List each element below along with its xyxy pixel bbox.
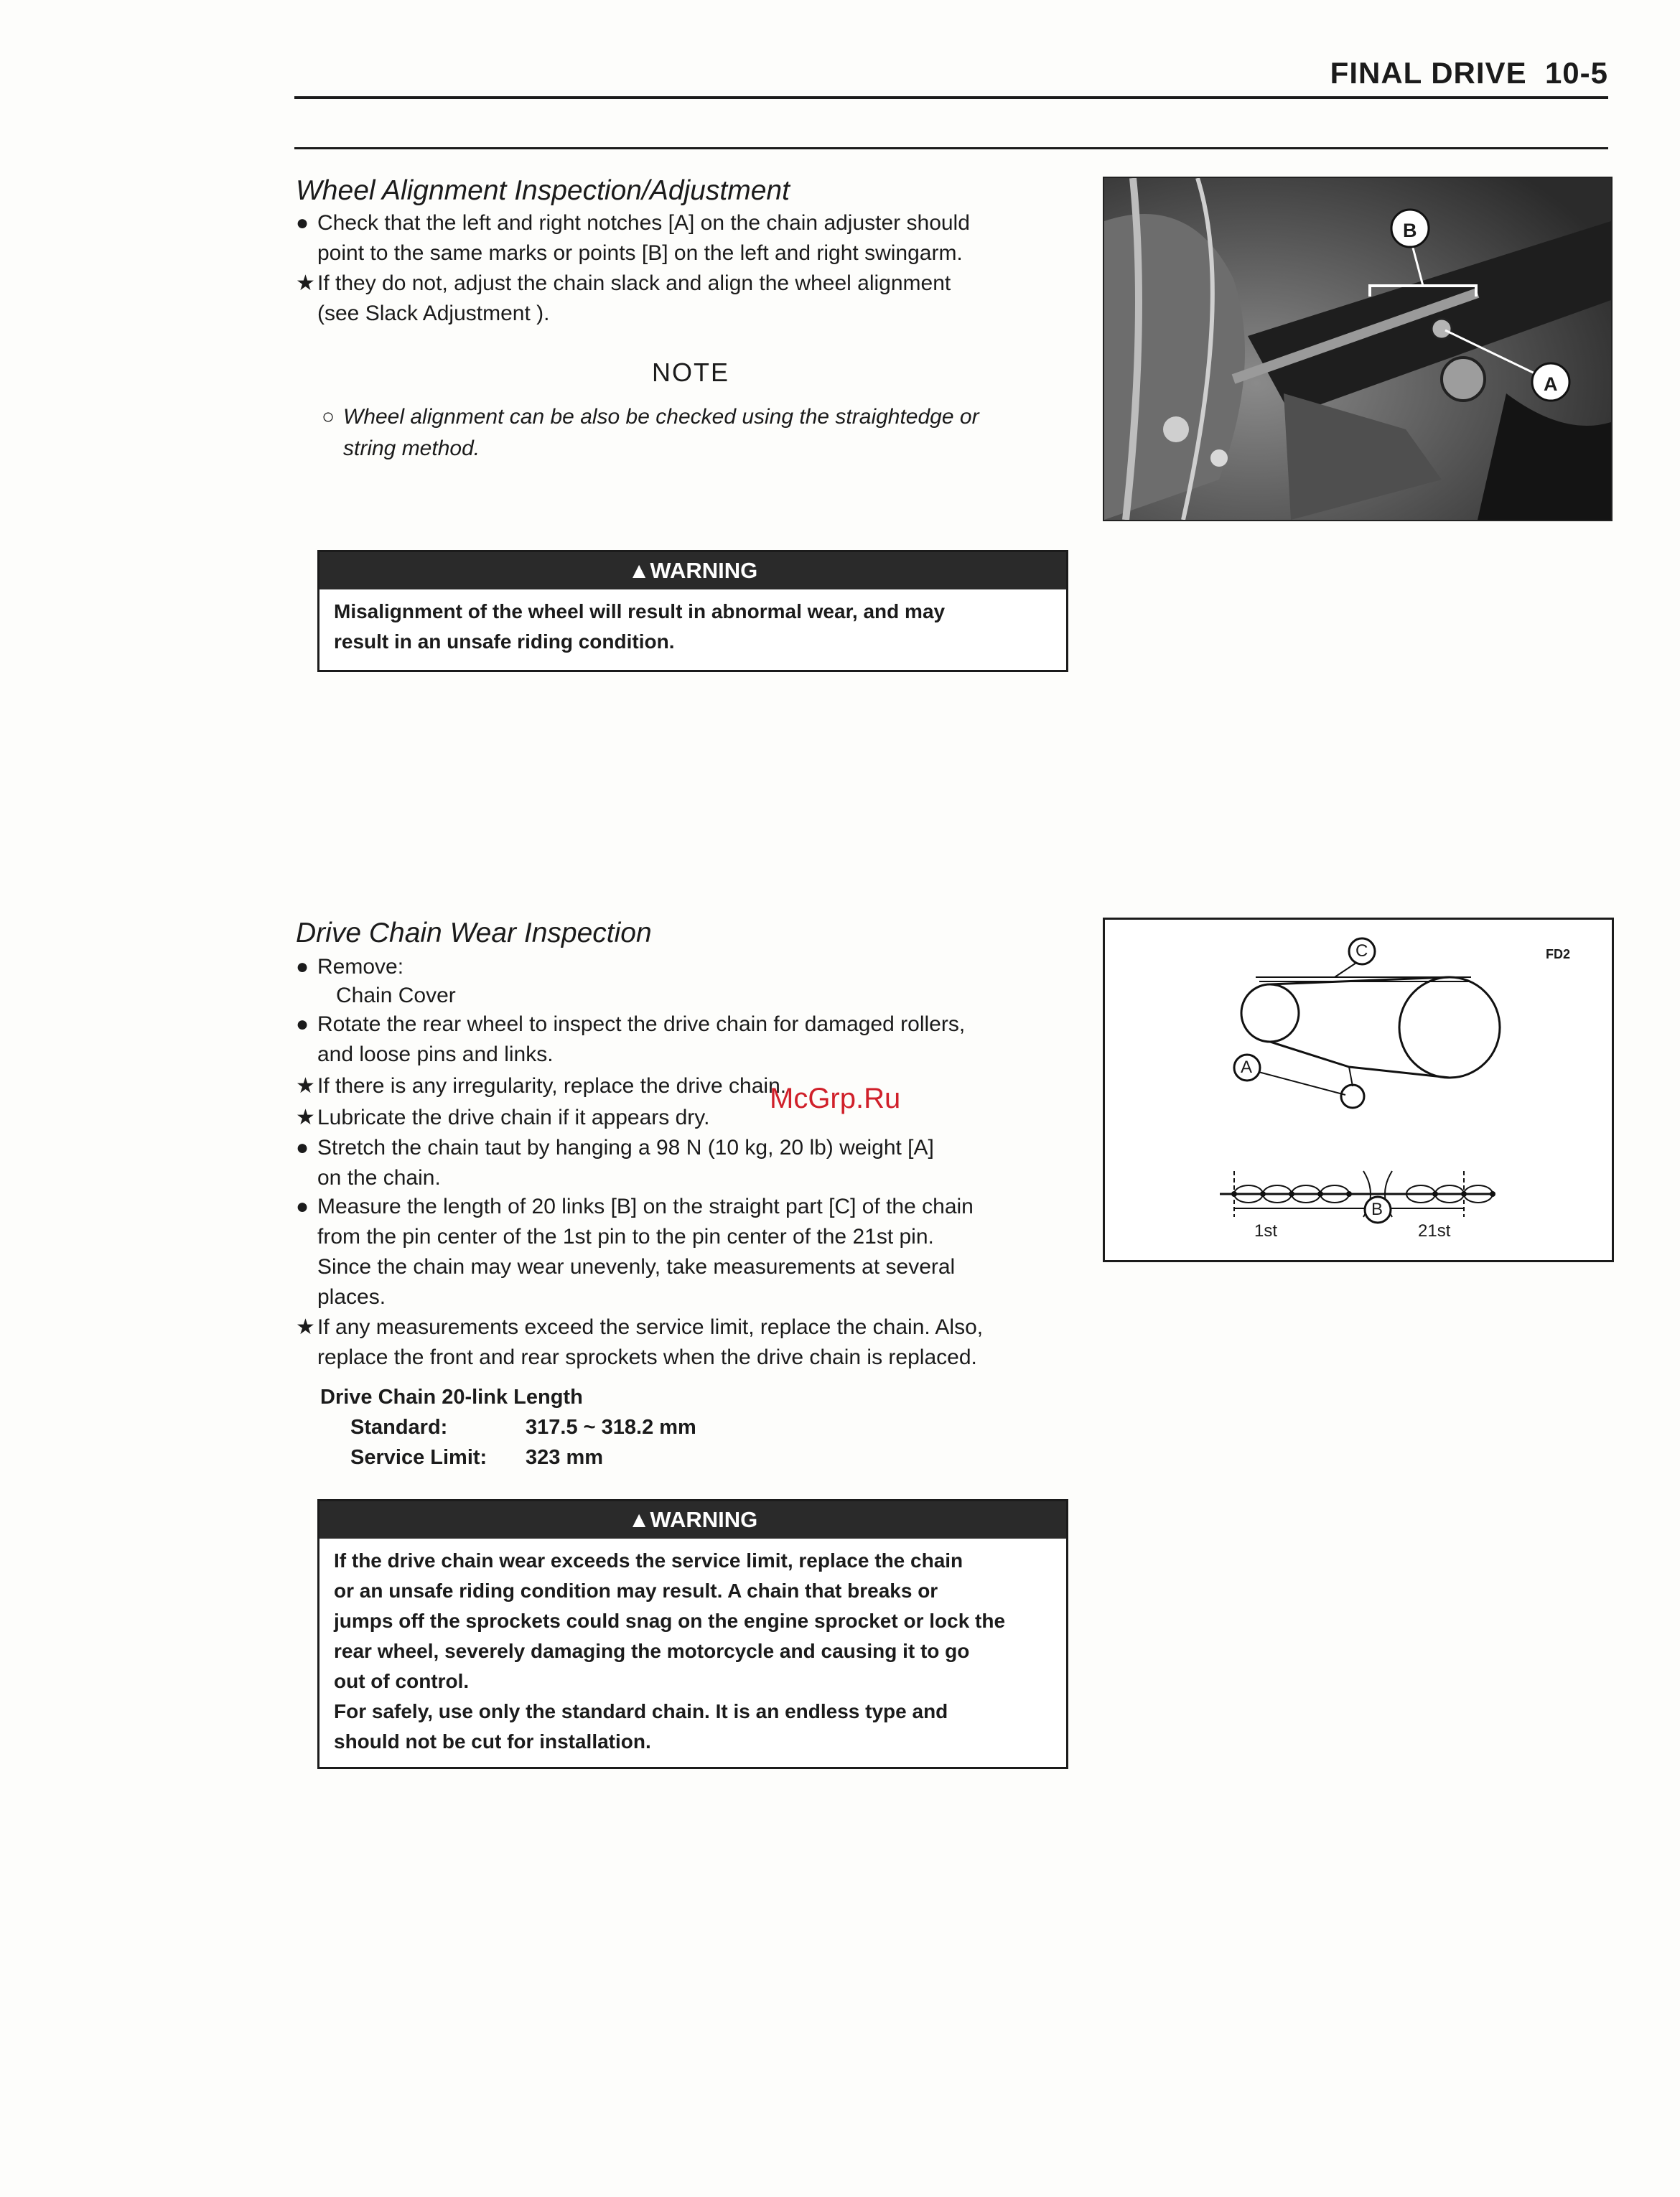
body-line: places. <box>317 1285 386 1309</box>
spec-value-standard: 317.5 ~ 318.2 mm <box>526 1416 696 1439</box>
warning-heading: ▲WARNING <box>319 552 1066 589</box>
page-header <box>1330 56 1608 90</box>
bullet: ● <box>296 955 309 979</box>
chain-wear-diagram <box>1103 918 1614 1262</box>
body-line: Since the chain may wear unevenly, take measurements at several <box>317 1255 956 1279</box>
chain-adjuster-photo <box>1103 177 1613 521</box>
body-line: ● Check that the left and right notches [A] on the chain adjuster should <box>296 208 970 238</box>
spec-label-service-limit: Service Limit: <box>350 1446 487 1469</box>
photo-label-b: B <box>1403 220 1417 241</box>
warning-line: jumps off the sprockets could snag on the engine sprocket or lock the <box>334 1610 1006 1632</box>
section-title-wheel-alignment: Wheel Alignment Inspection/Adjustment <box>296 175 790 206</box>
bullet: ● <box>296 1012 309 1036</box>
body-line: ● Stretch the chain taut by hanging a 98 N (10 kg, 20 lb) weight [A] <box>296 1133 934 1163</box>
warning-line: should not be cut for installation. <box>334 1730 651 1753</box>
warning-line: or an unsafe riding condition may result. A chain that breaks or <box>334 1580 938 1602</box>
diagram-label-b: B <box>1371 1200 1383 1219</box>
note-line: ○ Wheel alignment can be also be checked using the straightedge or <box>322 402 979 432</box>
warning-box-chain <box>317 1499 1068 1769</box>
diagram-label-1st: 1st <box>1254 1221 1278 1241</box>
warning-body <box>319 1539 1066 1764</box>
bullet: ● <box>296 211 309 235</box>
body-line: ★ If any measurements exceed the service limit, replace the chain. Also, <box>296 1312 983 1343</box>
warning-line: result in an unsafe riding condition. <box>334 630 675 653</box>
note-line: string method. <box>343 437 480 460</box>
spec-heading: Drive Chain 20-link Length <box>320 1386 583 1409</box>
bullet: ★ <box>296 271 315 295</box>
body-line: replace the front and rear sprockets when the drive chain is replaced. <box>317 1345 977 1369</box>
body-line: ★ If they do not, adjust the chain slack and align the wheel alignment <box>296 269 951 299</box>
diagram-code: FD2 <box>1546 947 1571 961</box>
header-rule <box>294 96 1608 99</box>
diagram-label-a: A <box>1241 1058 1253 1077</box>
body-line: ● Rotate the rear wheel to inspect the drive chain for damaged rollers, <box>296 1009 965 1040</box>
bullet: ★ <box>296 1074 315 1098</box>
bullet: ○ <box>322 405 335 429</box>
bullet: ★ <box>296 1315 315 1339</box>
body-line: ★ Lubricate the drive chain if it appears dry. <box>296 1103 709 1133</box>
page-number: 10-5 <box>1544 56 1608 90</box>
body-line: Chain Cover <box>336 984 456 1007</box>
warning-body <box>319 589 1066 664</box>
warning-heading: ▲WARNING <box>319 1501 1066 1539</box>
photo-label-a: A <box>1544 373 1558 395</box>
warning-line: For safely, use only the standard chain. It is an endless type and <box>334 1700 948 1722</box>
body-line: and loose pins and links. <box>317 1042 554 1066</box>
body-line: ● Measure the length of 20 links [B] on the straight part [C] of the chain <box>296 1192 974 1222</box>
note-heading: NOTE <box>652 358 730 387</box>
warning-box-alignment <box>317 550 1068 672</box>
watermark: McGrp.Ru <box>770 1083 901 1114</box>
diagram-label-c: C <box>1355 941 1368 961</box>
body-line: ★ If there is any irregularity, replace the drive chain. <box>296 1071 786 1101</box>
bullet: ● <box>296 1136 309 1160</box>
chapter-title: FINAL DRIVE <box>1330 56 1527 90</box>
bullet: ★ <box>296 1106 315 1129</box>
warning-line: Misalignment of the wheel will result in abnormal wear, and may <box>334 600 946 622</box>
warning-line: out of control. <box>334 1670 470 1692</box>
spec-value-service-limit: 323 mm <box>526 1446 604 1469</box>
spec-label-standard: Standard: <box>350 1416 448 1439</box>
body-line: from the pin center of the 1st pin to the pin center of the 21st pin. <box>317 1225 934 1249</box>
body-line: point to the same marks or points [B] on the left and right swingarm. <box>317 241 963 265</box>
body-line: on the chain. <box>317 1166 441 1190</box>
body-line: ● Remove: <box>296 952 403 982</box>
bullet: ● <box>296 1195 309 1218</box>
body-line: (see Slack Adjustment ). <box>317 302 550 325</box>
photo-illustration <box>1104 178 1611 520</box>
warning-line: If the drive chain wear exceeds the service limit, replace the chain <box>334 1549 963 1572</box>
warning-line: rear wheel, severely damaging the motorcycle and causing it to go <box>334 1640 970 1662</box>
diagram-label-21st: 21st <box>1418 1221 1451 1241</box>
section-rule <box>294 147 1608 149</box>
section-title-drive-chain: Drive Chain Wear Inspection <box>296 918 652 948</box>
chain-diagram-svg <box>1105 920 1612 1260</box>
